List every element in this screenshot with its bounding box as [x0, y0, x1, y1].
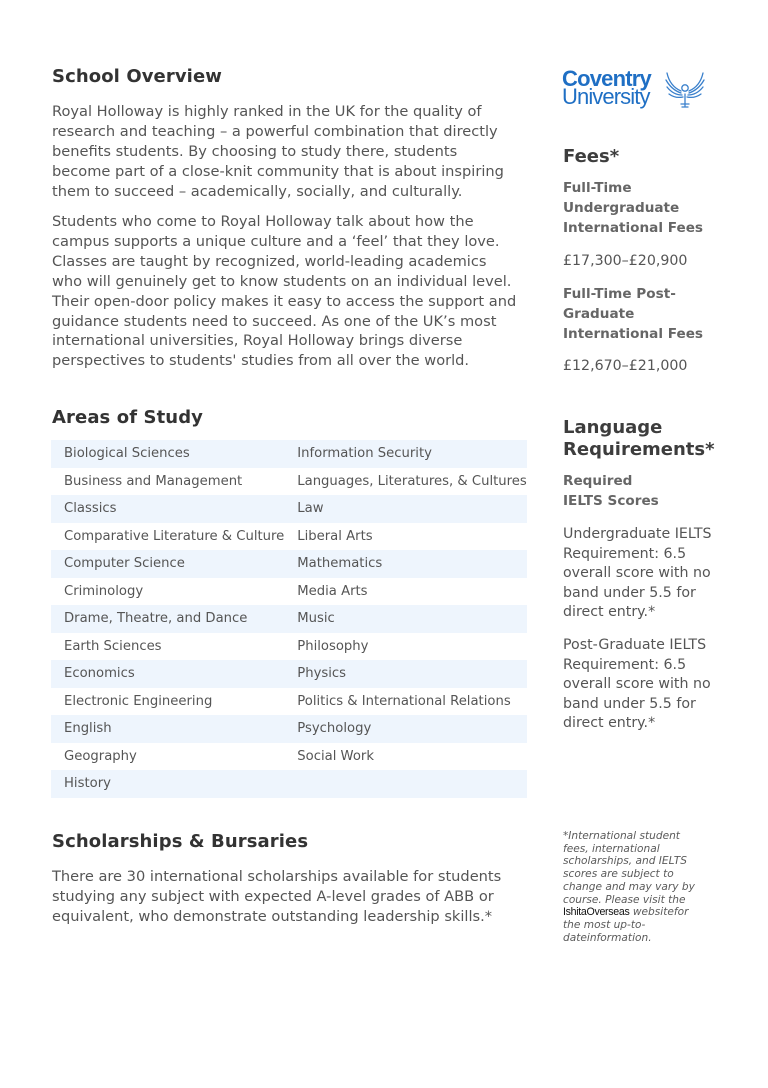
area-cell: Classics — [51, 495, 284, 523]
logo-line-1: Coventry — [562, 66, 651, 91]
area-cell: Computer Science — [51, 550, 284, 578]
area-cell: Liberal Arts — [297, 528, 373, 544]
table-row — [51, 605, 527, 633]
scholarships-heading: Scholarships & Bursaries — [52, 831, 309, 852]
area-cell: Physics — [284, 660, 527, 688]
area-cell: History — [51, 770, 284, 798]
scholarships-text: There are 30 international scholarships available for students studying any subject with expected A-level grades of ABB or equivalent, who demonstrate outstanding leadership skills.* — [52, 868, 502, 925]
overview-paragraph-1: Royal Holloway is highly ranked in the UK for the quality of research and teaching – a powerful combination that directly benefits students. By choosing to study there, students become part of a close-knit community that is about inspiring them to succeed – academically, socially, and culturally. — [52, 103, 504, 200]
logo-line-2: University — [562, 84, 650, 109]
fees-heading: Fees* — [563, 146, 620, 167]
area-cell: Music — [284, 605, 527, 633]
area-cell: Languages, Literatures, & Cultures — [297, 473, 527, 489]
table-row — [51, 715, 527, 743]
undergrad-fees-value: £17,300–£20,900 — [563, 253, 688, 269]
postgrad-fees-value: £12,670–£21,000 — [563, 358, 688, 374]
area-cell: Politics & International Relations — [297, 693, 511, 709]
area-cell: Economics — [51, 660, 284, 688]
ielts-scores-subheading: Required IELTS Scores — [563, 473, 659, 509]
school-overview-heading: School Overview — [52, 66, 222, 87]
area-cell: English — [51, 715, 284, 743]
area-cell: Drame, Theatre, and Dance — [51, 605, 284, 633]
areas-of-study-table — [51, 440, 527, 798]
area-cell: Social Work — [297, 748, 374, 764]
areas-of-study-heading: Areas of Study — [52, 407, 204, 428]
table-row — [51, 440, 527, 468]
language-requirements-heading: Language Requirements* — [563, 417, 715, 460]
area-cell: Media Arts — [297, 583, 368, 599]
postgrad-ielts-requirement: Post-Graduate IELTS Requirement: 6.5 overall score with no band under 5.5 for direct entry.* — [563, 637, 711, 732]
area-cell: Psychology — [284, 715, 527, 743]
area-cell: Information Security — [284, 440, 527, 468]
footnote — [563, 830, 695, 944]
table-row — [51, 770, 527, 798]
area-cell: Electronic Engineering — [64, 693, 213, 709]
undergrad-ielts-requirement: Undergraduate IELTS Requirement: 6.5 overall score with no band under 5.5 for direct entry.* — [563, 526, 712, 621]
area-cell: Philosophy — [297, 638, 369, 654]
table-row — [51, 688, 527, 716]
table-row — [51, 523, 527, 551]
table-row — [51, 633, 527, 661]
undergrad-fees-label: Full-Time Undergraduate International Fees — [563, 180, 704, 236]
table-row — [51, 660, 527, 688]
table-row — [51, 743, 527, 771]
footnote-text: *International student fees, international scholarships, and IELTS scores are subject to change and may vary by course. Please visit the — [563, 830, 695, 906]
area-cell: Criminology — [64, 583, 144, 599]
coventry-university-logo — [562, 66, 712, 112]
overview-paragraph-2: Students who come to Royal Holloway talk about how the campus supports a unique culture and a ‘feel’ that they love. Classes are taught by recognized, world-leading academics who will genuinely get to know students on an individual level. Their open-door policy makes it easy to access the support and guidance students need to succeed. As one of the UK’s most international universities, Royal Holloway brings diverse perspectives to students' studies from all over the world. — [52, 213, 517, 370]
area-cell: Geography — [64, 748, 137, 764]
table-row — [51, 550, 527, 578]
footnote-text-end: websitefor the most up-to-dateinformation. — [563, 906, 689, 944]
area-cell: Mathematics — [284, 550, 527, 578]
area-cell — [284, 770, 527, 798]
table-row — [51, 468, 527, 496]
area-cell: Comparative Literature & Culture — [64, 528, 285, 544]
area-cell: Earth Sciences — [64, 638, 162, 654]
table-row — [51, 578, 527, 606]
area-cell: Business and Management — [64, 473, 243, 489]
table-row — [51, 495, 527, 523]
postgrad-fees-label: Full-Time Post-Graduate International Fees — [563, 286, 704, 342]
ishita-overseas-link[interactable]: IshitaOverseas — [563, 906, 630, 919]
area-cell: Biological Sciences — [51, 440, 284, 468]
phoenix-emblem-icon — [664, 68, 706, 110]
area-cell: Law — [284, 495, 527, 523]
